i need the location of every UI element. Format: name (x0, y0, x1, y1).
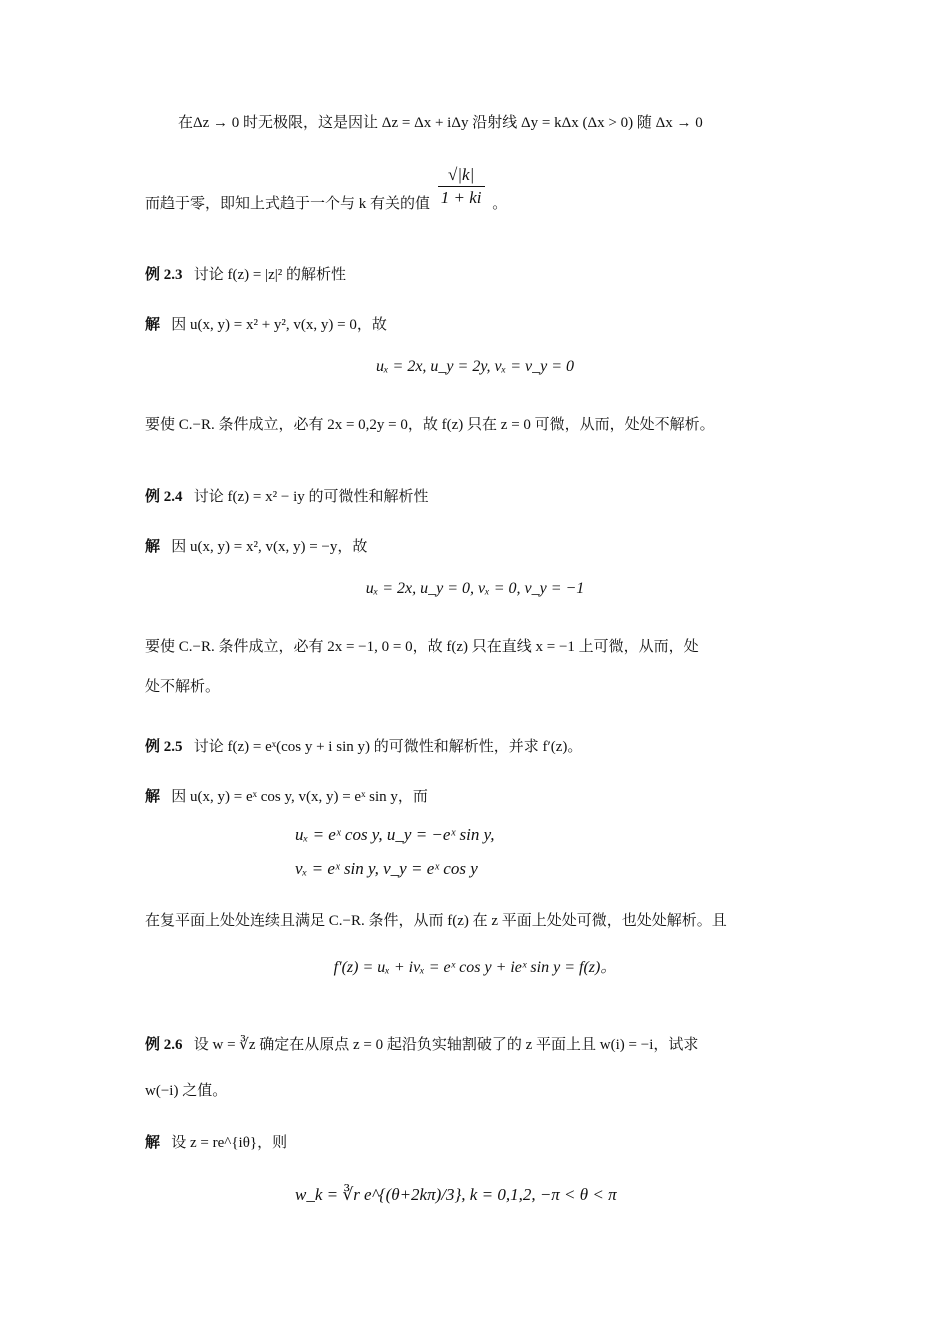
root-equation: w_k = ∛r e^{(θ+2kπ)/3}, k = 0,1,2, −π < θ < π (295, 1185, 617, 1204)
solution-text: 因 u(x, y) = x², v(x, y) = −y，故 (171, 539, 368, 555)
solution-text: 因 u(x, y) = x² + y², v(x, y) = 0，故 (171, 317, 387, 333)
equation-2-3: uₓ = 2x, u_y = 2y, vₓ = v_y = 0 (375, 358, 574, 375)
intro-line-2 (145, 165, 810, 227)
fraction-numerator: √|k| (438, 164, 485, 187)
fraction (438, 164, 485, 209)
solution-2-6 (145, 1132, 810, 1154)
solution-2-5 (145, 786, 810, 808)
solution-label: 解 (145, 789, 161, 805)
example-text: 设 w = ∛z 确定在从原点 z = 0 起沿负实轴割破了的 z 平面上且 w(i) = −i，试求 (193, 1037, 699, 1053)
solution-label: 解 (145, 317, 161, 333)
example-text: 讨论 f(z) = eˣ(cos y + i sin y) 的可微性和解析性，并求 f′(z)。 (193, 739, 583, 755)
intro-line-2-text: 而趋于零，即知上式趋于一个与 k 有关的值 (145, 195, 431, 212)
solution-2-4 (145, 536, 810, 558)
example-2-6 (145, 1034, 810, 1056)
derivative-equation: f′(z) = uₓ + ivₓ = eˣ cos y + ieˣ sin y = f(z)。 (333, 959, 617, 976)
example-label: 例 2.5 (145, 739, 183, 755)
solution-label: 解 (145, 1135, 161, 1151)
conclusion-2-4-line-1: 要使 C.−R. 条件成立，必有 2x = −1, 0 = 0，故 f(z) 只在直线 x = −1 上可微，从而，处 (145, 639, 699, 655)
conclusion-2-4-line-2: 处不解析。 (145, 679, 221, 695)
solution-text: 设 z = re^{iθ}，则 (171, 1135, 288, 1151)
intro-line-2-end: 。 (492, 195, 508, 212)
conclusion-2-3: 要使 C.−R. 条件成立，必有 2x = 0,2y = 0，故 f(z) 只在 z = 0 可微，从而，处处不解析。 (145, 417, 715, 433)
example-2-4 (145, 486, 810, 508)
example-text: 讨论 f(z) = x² − iy 的可微性和解析性 (193, 489, 429, 505)
conclusion-2-5: 在复平面上处处连续且满足 C.−R. 条件，从而 f(z) 在 z 平面上处处可微，也处处解析。且 (145, 913, 727, 929)
solution-label: 解 (145, 539, 161, 555)
fraction-denominator: 1 + ki (440, 188, 482, 207)
solution-text: 因 u(x, y) = eˣ cos y, v(x, y) = eˣ sin y，而 (171, 789, 428, 805)
intro-line-1: 在Δz → 0 时无极限，这是因让 Δz = Δx + iΔy 沿射线 Δy = kΔx (Δx > 0) 随 Δx → 0 (178, 115, 703, 131)
example-2-5 (145, 736, 810, 758)
example-text: 讨论 f(z) = |z|² 的解析性 (193, 267, 347, 283)
example-label: 例 2.6 (145, 1037, 183, 1053)
equation-2-4: uₓ = 2x, u_y = 0, vₓ = 0, v_y = −1 (365, 580, 585, 597)
equation-2-5-line-1: uₓ = eˣ cos y, u_y = −eˣ sin y, (295, 825, 495, 844)
example-2-6-line-2: w(−i) 之值。 (145, 1083, 228, 1099)
example-label: 例 2.3 (145, 267, 183, 283)
example-label: 例 2.4 (145, 489, 183, 505)
solution-2-3 (145, 314, 810, 336)
equation-2-5-line-2: vₓ = eˣ sin y, v_y = eˣ cos y (295, 859, 478, 878)
example-2-3 (145, 264, 810, 286)
